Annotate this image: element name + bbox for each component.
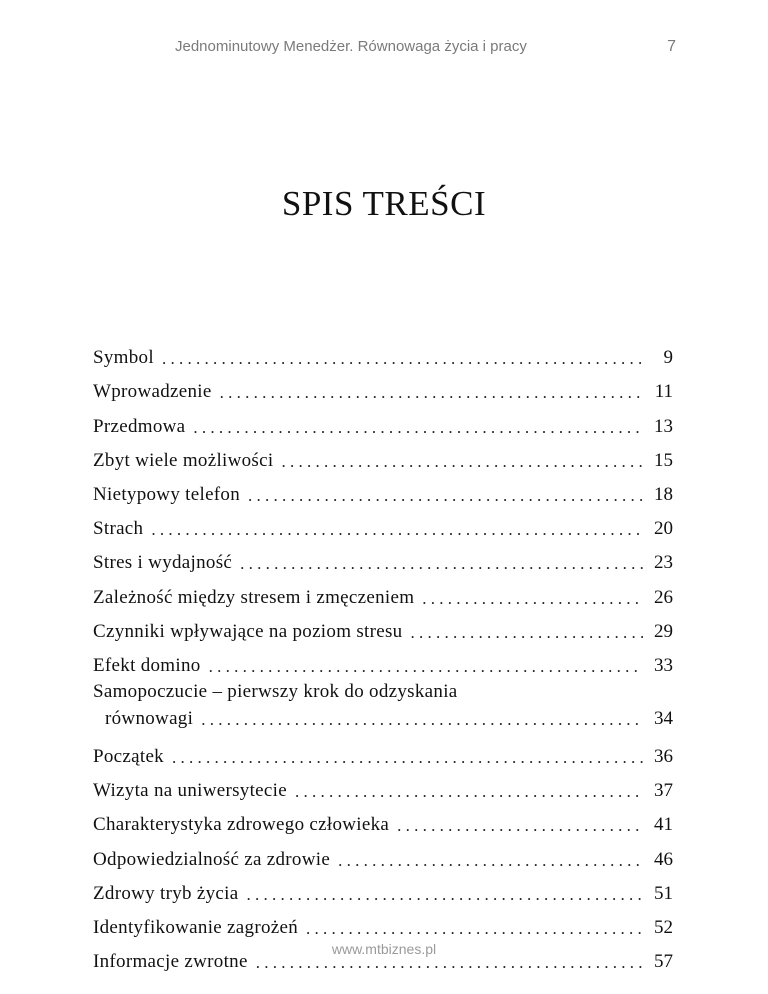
dot-leader xyxy=(220,382,643,404)
toc-entry-label: Czynniki wpływające na poziom stresu xyxy=(93,620,403,642)
toc-entry-label: Nietypowy telefon xyxy=(93,483,241,505)
toc-entry xyxy=(93,404,673,438)
toc-entry-label: Charakterystyka zdrowego człowieka xyxy=(93,814,390,836)
toc-title: SPIS TREŚCI xyxy=(281,184,487,223)
table-of-contents xyxy=(93,336,673,974)
toc-entry xyxy=(93,680,673,735)
toc-entry-page: 13 xyxy=(654,415,673,437)
dot-leader xyxy=(162,348,643,370)
dot-leader xyxy=(397,815,643,837)
dot-leader xyxy=(338,850,643,872)
toc-entry-label: Symbol xyxy=(93,347,154,369)
toc-entry xyxy=(93,439,673,473)
toc-entry-page: 57 xyxy=(654,951,673,973)
dot-leader xyxy=(193,417,643,439)
toc-entry-label: Początek xyxy=(93,746,164,768)
toc-entry-page: 41 xyxy=(654,814,673,836)
toc-entry-page: 15 xyxy=(654,449,673,471)
toc-entry-label: Wizyta na uniwersytecie xyxy=(93,780,287,802)
toc-entry xyxy=(93,610,673,644)
toc-entry-label: Stres i wydajność xyxy=(93,552,233,574)
dot-leader xyxy=(306,918,643,940)
running-header xyxy=(0,38,768,62)
dot-leader xyxy=(248,485,643,507)
dot-leader xyxy=(151,519,643,541)
toc-entry-label-continued: równowagi xyxy=(105,707,194,729)
toc-entry xyxy=(93,541,673,575)
toc-entry xyxy=(93,575,673,609)
toc-entry-page: 9 xyxy=(663,347,673,369)
dot-leader xyxy=(240,553,643,575)
toc-entry-label: Zależność między stresem i zmęczeniem xyxy=(93,586,415,608)
toc-entry-page: 18 xyxy=(654,483,673,505)
toc-entry xyxy=(93,507,673,541)
toc-entry-page: 23 xyxy=(654,552,673,574)
dot-leader xyxy=(295,781,643,803)
toc-entry xyxy=(93,872,673,906)
toc-entry-continuation xyxy=(93,707,673,731)
toc-entry-label: Zbyt wiele możliwości xyxy=(93,449,274,471)
toc-entry-page: 20 xyxy=(654,518,673,540)
dot-leader xyxy=(246,884,643,906)
toc-entry-label: Identyfikowanie zagrożeń xyxy=(93,917,299,938)
dot-leader xyxy=(281,451,643,473)
toc-entry-label: Samopoczucie – pierwszy krok do odzyskania xyxy=(93,680,458,702)
toc-entry-page: 11 xyxy=(654,381,673,403)
toc-entry-label: Strach xyxy=(93,518,144,540)
running-title: Jednominutowy Menedżer. Równowaga życia i pracy xyxy=(175,38,527,55)
toc-entry xyxy=(93,735,673,769)
page-number: 7 xyxy=(667,38,676,55)
toc-entry-page: 26 xyxy=(654,586,673,608)
toc-entry-page: 34 xyxy=(654,707,673,729)
toc-entry-page: 33 xyxy=(654,654,673,676)
footer-url: www.mtbiznes.pl xyxy=(331,941,437,957)
dot-leader xyxy=(201,709,643,731)
toc-entry xyxy=(93,803,673,837)
toc-entry xyxy=(93,370,673,404)
toc-entry xyxy=(93,473,673,507)
toc-entry-page: 29 xyxy=(654,620,673,642)
dot-leader xyxy=(410,622,643,644)
toc-entry-page: 52 xyxy=(654,917,673,938)
toc-entry-page: 36 xyxy=(654,746,673,768)
toc-entry-label: Informacje zwrotne xyxy=(93,951,248,973)
toc-entry xyxy=(93,837,673,871)
dot-leader xyxy=(422,588,643,610)
dot-leader xyxy=(209,656,643,678)
toc-entry-page: 37 xyxy=(654,780,673,802)
toc-entry-label: Efekt domino xyxy=(93,654,201,676)
toc-entry xyxy=(93,336,673,370)
toc-entry-label: Odpowiedzialność za zdrowie xyxy=(93,848,331,870)
toc-entry-label: Zdrowy tryb życia xyxy=(93,882,239,904)
toc-entry-page: 46 xyxy=(654,848,673,870)
dot-leader xyxy=(172,747,643,769)
toc-entry-label: Przedmowa xyxy=(93,415,186,437)
toc-entry xyxy=(93,644,673,678)
toc-entry xyxy=(93,906,673,940)
toc-entry-page: 51 xyxy=(654,882,673,904)
toc-entry xyxy=(93,769,673,803)
toc-entry-label: Wprowadzenie xyxy=(93,381,212,403)
